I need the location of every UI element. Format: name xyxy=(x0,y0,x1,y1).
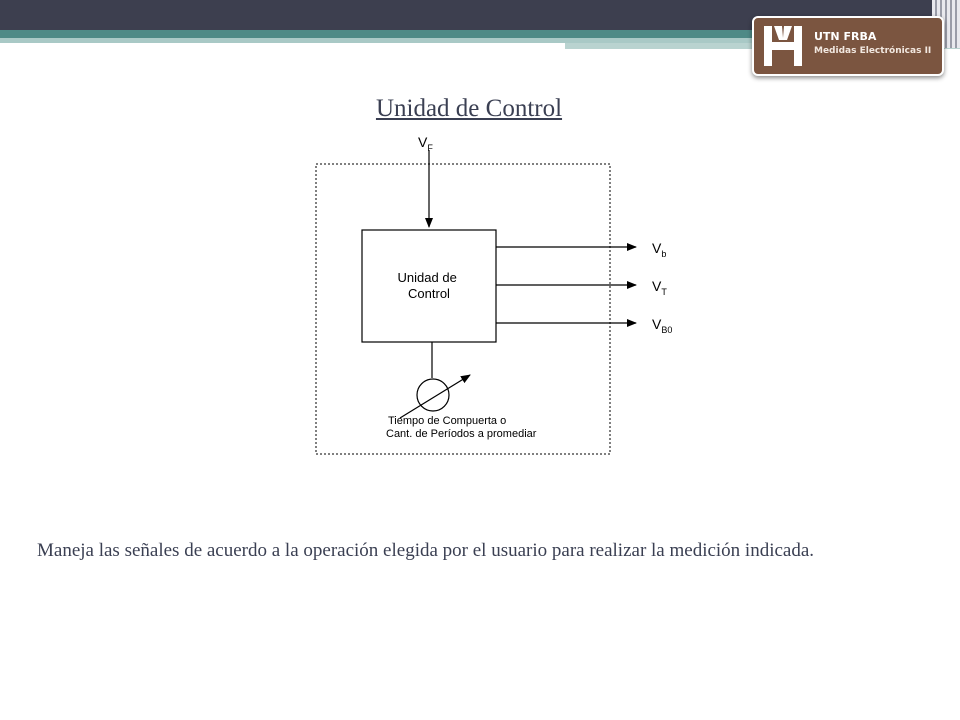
knob-label: Tiempo de Compuerta o Cant. de Períodos a promediar xyxy=(386,415,537,440)
output-label-vt: $V_T$ xyxy=(652,278,667,297)
output-label-vb0: $V_{B0}$ xyxy=(652,316,673,335)
adjustable-knob xyxy=(417,379,449,411)
slide-body-text: Maneja las señales de acuerdo a la operación elegida por el usuario para realizar la medición indicada. xyxy=(37,540,815,561)
input-label-vf: $V_F$ xyxy=(418,134,433,153)
slide-title: Unidad de Control xyxy=(375,95,563,122)
badge-title: UTN FRBA xyxy=(814,30,877,43)
badge-subtitle: Medidas Electrónicas II xyxy=(814,46,932,56)
control-unit-label: Unidad de Control xyxy=(397,270,457,301)
output-label-vb: $V_b$ xyxy=(652,240,667,259)
